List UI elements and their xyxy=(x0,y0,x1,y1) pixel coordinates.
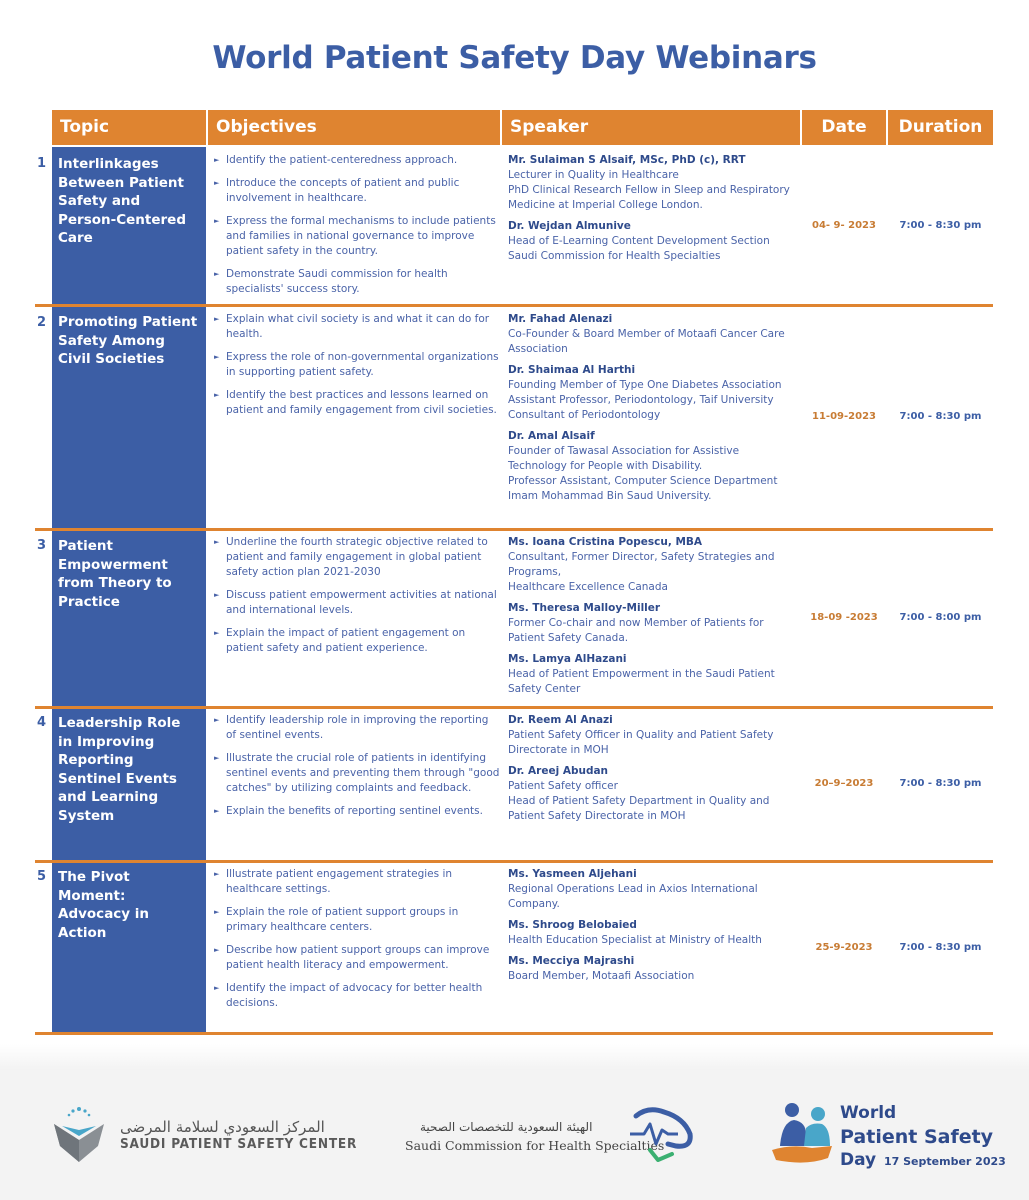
speaker-entry xyxy=(508,713,798,758)
topic-title: Interlinkages Between Patient Safety and Person-Centered Care xyxy=(58,156,186,246)
row-number: 5 xyxy=(37,869,47,884)
speaker-name: Ms. Theresa Malloy-Miller xyxy=(508,602,661,614)
header-date: Date xyxy=(802,110,886,145)
speaker-name: Dr. Wejdan Almunive xyxy=(508,220,631,232)
spsc-arabic-name: المركز السعودي لسلامة المرضى xyxy=(120,1118,325,1136)
objective-item: ► Explain the role of patient support groups in primary healthcare centers. xyxy=(214,906,459,933)
speaker-name: Ms. Lamya AlHazani xyxy=(508,653,627,665)
wpsd-day-text: Day xyxy=(840,1150,877,1170)
topic-title: Leadership Role in Improving Reporting Sentinel Events and Learning System xyxy=(58,715,181,824)
row-divider xyxy=(35,860,993,863)
wpsd-patient-safety-text: Patient Safety xyxy=(840,1126,994,1148)
topic-title: The Pivot Moment: Advocacy in Action xyxy=(58,869,150,941)
speaker-detail: Imam Mohammad Bin Saud University. xyxy=(508,490,712,502)
bullet-icon: ► xyxy=(214,908,220,916)
header-topic: Topic xyxy=(52,110,206,145)
bullet-icon: ► xyxy=(214,353,220,361)
speaker-entry xyxy=(508,601,798,646)
speakers-cell xyxy=(508,713,798,830)
speaker-detail: Assistant Professor, Periodontology, Taif University xyxy=(508,394,774,406)
objectives-list xyxy=(212,312,500,426)
objective-item: ► Identify the best practices and lessons learned on patient and family engagement from civil societies. xyxy=(214,389,497,416)
spsc-english-name: SAUDI PATIENT SAFETY CENTER xyxy=(120,1136,358,1152)
row-divider xyxy=(35,706,993,709)
speaker-name: Dr. Shaimaa Al Harthi xyxy=(508,364,636,376)
speaker-entry xyxy=(508,312,798,357)
speaker-detail: Head of E-Learning Content Development Section xyxy=(508,235,770,247)
row-number: 4 xyxy=(37,715,47,730)
objectives-list xyxy=(212,153,500,305)
bullet-icon: ► xyxy=(214,391,220,399)
bullet-icon: ► xyxy=(214,217,220,225)
bullet-icon: ► xyxy=(214,538,220,546)
speaker-name: Mr. Fahad Alenazi xyxy=(508,313,613,325)
speaker-entry xyxy=(508,153,798,213)
speaker-detail: Healthcare Excellence Canada xyxy=(508,581,668,593)
speaker-detail: Regional Operations Lead in Axios International Company. xyxy=(508,883,758,910)
objective-item: ► Introduce the concepts of patient and public involvement in healthcare. xyxy=(214,177,460,204)
webinar-date: 18-09 -2023 xyxy=(810,612,878,623)
speakers-cell xyxy=(508,312,798,510)
objectives-list xyxy=(212,867,500,1019)
objective-item: ► Express the formal mechanisms to include patients and families in national governance to improve patient safety in the country. xyxy=(214,215,496,257)
speaker-detail: Lecturer in Quality in Healthcare xyxy=(508,169,679,181)
speaker-detail: Saudi Commission for Health Specialties xyxy=(508,250,721,262)
header-duration: Duration xyxy=(888,110,993,145)
row-number: 2 xyxy=(37,315,47,330)
topic-title: Promoting Patient Safety Among Civil Societies xyxy=(58,314,198,367)
speaker-name: Ms. Mecciya Majrashi xyxy=(508,955,635,967)
speaker-entry xyxy=(508,429,798,504)
bullet-icon: ► xyxy=(214,315,220,323)
objectives-list xyxy=(212,535,500,664)
objective-item: ► Identify the impact of advocacy for better health decisions. xyxy=(214,982,483,1009)
speaker-detail: Professor Assistant, Computer Science Department xyxy=(508,475,778,487)
webinar-duration: 7:00 - 8:30 pm xyxy=(899,220,982,231)
speaker-detail: Co-Founder & Board Member of Motaafi Cancer Care Association xyxy=(508,328,785,355)
webinar-date: 25-9-2023 xyxy=(815,942,873,953)
bullet-icon: ► xyxy=(214,754,220,762)
speaker-detail: Head of Patient Empowerment in the Saudi Patient Safety Center xyxy=(508,668,775,695)
objective-item: ► Explain what civil society is and what it can do for health. xyxy=(214,313,490,340)
objective-item: ► Illustrate the crucial role of patients in identifying sentinel events and preventing them through "good catches" by utilizing complaints and feedback. xyxy=(214,752,500,794)
webinar-date: 20–9–2023 xyxy=(814,778,874,789)
webinar-duration: 7:00 - 8:00 pm xyxy=(899,612,982,623)
webinar-duration: 7:00 - 8:30 pm xyxy=(899,942,982,953)
row-number: 1 xyxy=(37,156,47,171)
speaker-entry xyxy=(508,867,798,912)
webinar-duration: 7:00 - 8:30 pm xyxy=(899,411,982,422)
speaker-detail: Founding Member of Type One Diabetes Association xyxy=(508,379,782,391)
speaker-name: Ms. Yasmeen Aljehani xyxy=(508,868,637,880)
speaker-name: Mr. Sulaiman S Alsaif, MSc, PhD (c), RRT xyxy=(508,154,746,166)
speakers-cell xyxy=(508,153,798,270)
speaker-detail: Patient Safety officer xyxy=(508,780,618,792)
bullet-icon: ► xyxy=(214,270,220,278)
webinar-duration: 7:00 - 8:30 pm xyxy=(899,778,982,789)
objective-item: ► Identify the patient-centeredness approach. xyxy=(214,154,458,166)
speaker-detail: Former Co-chair and now Member of Patients for Patient Safety Canada. xyxy=(508,617,764,644)
bullet-icon: ► xyxy=(214,629,220,637)
wpsd-logo-icon xyxy=(772,1100,838,1168)
speaker-name: Dr. Reem Al Anazi xyxy=(508,714,613,726)
bullet-icon: ► xyxy=(214,807,220,815)
speaker-name: Dr. Areej Abudan xyxy=(508,765,609,777)
speaker-entry xyxy=(508,764,798,824)
scfhs-english-name: Saudi Commission for Health Specialties xyxy=(405,1138,665,1153)
speaker-name: Ms. Ioana Cristina Popescu, MBA xyxy=(508,536,703,548)
speaker-detail: Board Member, Motaafi Association xyxy=(508,970,695,982)
speaker-entry xyxy=(508,363,798,423)
objective-item: ► Explain the benefits of reporting sentinel events. xyxy=(214,805,483,817)
bullet-icon: ► xyxy=(214,156,220,164)
scfhs-arabic-name: الهيئة السعودية للتخصصات الصحية xyxy=(420,1120,593,1134)
speaker-detail: PhD Clinical Research Fellow in Sleep and Respiratory Medicine at Imperial College London. xyxy=(508,184,790,211)
scfhs-logo-icon xyxy=(628,1104,698,1166)
speaker-detail: Health Education Specialist at Ministry of Health xyxy=(508,934,762,946)
speaker-detail: Head of Patient Safety Department in Quality and Patient Safety Directorate in MOH xyxy=(508,795,770,822)
row-divider xyxy=(35,1032,993,1035)
page-title: World Patient Safety Day Webinars xyxy=(212,40,817,76)
bullet-icon: ► xyxy=(214,716,220,724)
webinar-date: 11-09-2023 xyxy=(812,411,876,422)
header-objectives: Objectives xyxy=(208,110,500,145)
speaker-detail: Founder of Tawasal Association for Assistive Technology for People with Disability. xyxy=(508,445,740,472)
webinar-date: 04- 9- 2023 xyxy=(812,220,876,231)
objective-item: ► Express the role of non-governmental organizations in supporting patient safety. xyxy=(214,351,499,378)
spsc-logo-icon xyxy=(50,1102,108,1166)
objective-item: ► Explain the impact of patient engagement on patient safety and patient experience. xyxy=(214,627,466,654)
footer-shade xyxy=(0,1044,1029,1070)
speakers-cell xyxy=(508,535,798,703)
objective-item: ► Demonstrate Saudi commission for health specialists' success story. xyxy=(214,268,448,295)
speaker-detail: Consultant of Periodontology xyxy=(508,409,661,421)
bullet-icon: ► xyxy=(214,179,220,187)
bullet-icon: ► xyxy=(214,591,220,599)
objective-item: ► Describe how patient support groups can improve patient health literacy and empowerment. xyxy=(214,944,490,971)
header-speaker: Speaker xyxy=(502,110,800,145)
speaker-name: Dr. Amal Alsaif xyxy=(508,430,595,442)
topic-title: Patient Empowerment from Theory to Practice xyxy=(58,538,172,610)
objective-item: ► Identify leadership role in improving the reporting of sentinel events. xyxy=(214,714,489,741)
objectives-list xyxy=(212,713,500,827)
objective-item: ► Underline the fourth strategic objective related to patient and family engagement in global patient safety action plan 2021-2030 xyxy=(214,536,488,578)
row-divider xyxy=(35,528,993,531)
speaker-entry xyxy=(508,918,798,948)
bullet-icon: ► xyxy=(214,984,220,992)
wpsd-world-text: World xyxy=(840,1103,897,1123)
bullet-icon: ► xyxy=(214,946,220,954)
speaker-entry xyxy=(508,219,798,264)
speaker-detail: Consultant, Former Director, Safety Strategies and Programs, xyxy=(508,551,775,578)
bullet-icon: ► xyxy=(214,870,220,878)
objective-item: ► Illustrate patient engagement strategies in healthcare settings. xyxy=(214,868,453,895)
objective-item: ► Discuss patient empowerment activities at national and international levels. xyxy=(214,589,497,616)
row-divider xyxy=(35,304,993,307)
speaker-detail: Patient Safety Officer in Quality and Patient Safety Directorate in MOH xyxy=(508,729,774,756)
speaker-entry xyxy=(508,535,798,595)
speakers-cell xyxy=(508,867,798,990)
row-number: 3 xyxy=(37,538,47,553)
speaker-name: Ms. Shroog Belobaied xyxy=(508,919,637,931)
speaker-entry xyxy=(508,954,798,984)
speaker-entry xyxy=(508,652,798,697)
wpsd-date-text: 17 September 2023 xyxy=(884,1155,1006,1168)
